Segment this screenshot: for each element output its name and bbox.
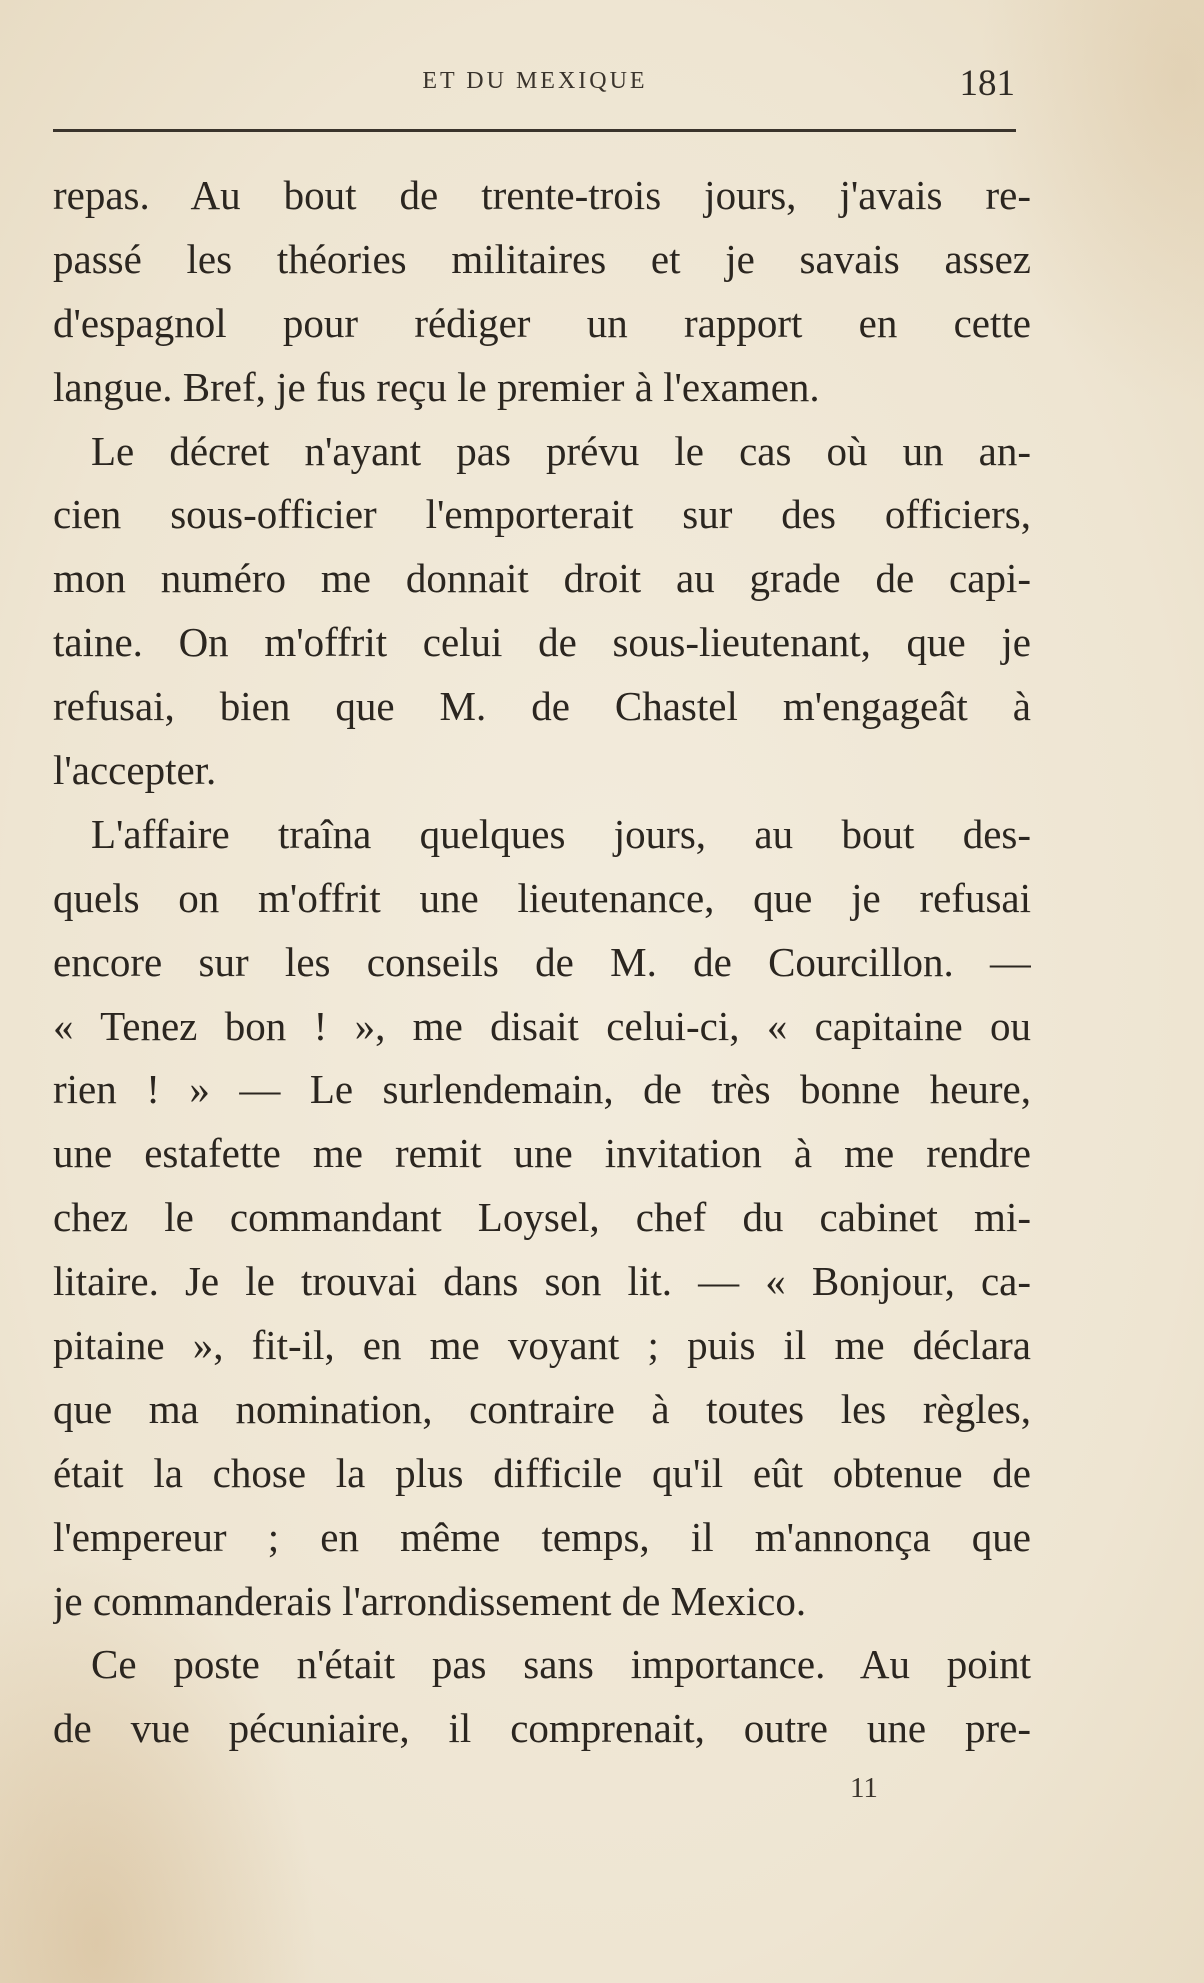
text-line: refusai, bien que M. de Chastel m'engageât à [53, 683, 1031, 730]
text-line: repas. Au bout de trente-trois jours, j'avais re- [53, 172, 1031, 218]
text-line: « Tenez bon ! », me disait celui-ci, « capitaine ou [53, 1002, 1031, 1049]
text-line: langue. Bref, je fus reçu le premier à l'examen. [53, 363, 820, 410]
paragraph-start-line: Le décret n'ayant pas prévu le cas où un an- [91, 427, 1031, 474]
text-line: taine. On m'offrit celui de sous-lieutenant, que je [53, 619, 1031, 666]
running-head [55, 62, 1015, 112]
text-line: passé les théories militaires et je savais assez [53, 235, 1031, 282]
text-line: était la chose la plus difficile qu'il eût obtenue de [53, 1449, 1031, 1496]
text-line: litaire. Je le trouvai dans son lit. — « Bonjour, ca- [53, 1258, 1031, 1305]
text-line: mon numéro me donnait droit au grade de capi- [53, 555, 1031, 602]
running-title: ET DU MEXIQUE [422, 68, 648, 94]
text-line: de vue pécuniaire, il comprenait, outre une pre- [53, 1705, 1031, 1752]
text-line: pitaine », fit-il, en me voyant ; puis il me déclara [53, 1322, 1031, 1369]
signature-mark: 11 [850, 1772, 878, 1804]
text-line: d'espagnol pour rédiger un rapport en cette [53, 299, 1031, 346]
text-line: encore sur les conseils de M. de Courcillon. — [53, 938, 1031, 985]
text-line: cien sous-officier l'emporterait sur des officiers, [53, 491, 1031, 538]
body-text [53, 164, 1031, 1761]
text-line: une estafette me remit une invitation à me rendre [53, 1130, 1031, 1177]
text-line: quels on m'offrit une lieutenance, que je refusai [53, 874, 1031, 921]
text-line: rien ! » — Le surlendemain, de très bonne heure, [53, 1066, 1031, 1113]
text-line: je commanderais l'arrondissement de Mexico. [53, 1577, 807, 1624]
header-rule [53, 129, 1016, 132]
paragraph-start-line: L'affaire traîna quelques jours, au bout des- [91, 810, 1031, 857]
paragraph-start-line: Ce poste n'était pas sans importance. Au point [91, 1641, 1031, 1688]
text-line: l'empereur ; en même temps, il m'annonça que [53, 1513, 1031, 1560]
text-line: chez le commandant Loysel, chef du cabinet mi- [53, 1194, 1031, 1241]
page-number: 181 [959, 63, 1015, 104]
text-line: que ma nomination, contraire à toutes les règles, [53, 1385, 1031, 1432]
text-line: l'accepter. [53, 747, 217, 794]
